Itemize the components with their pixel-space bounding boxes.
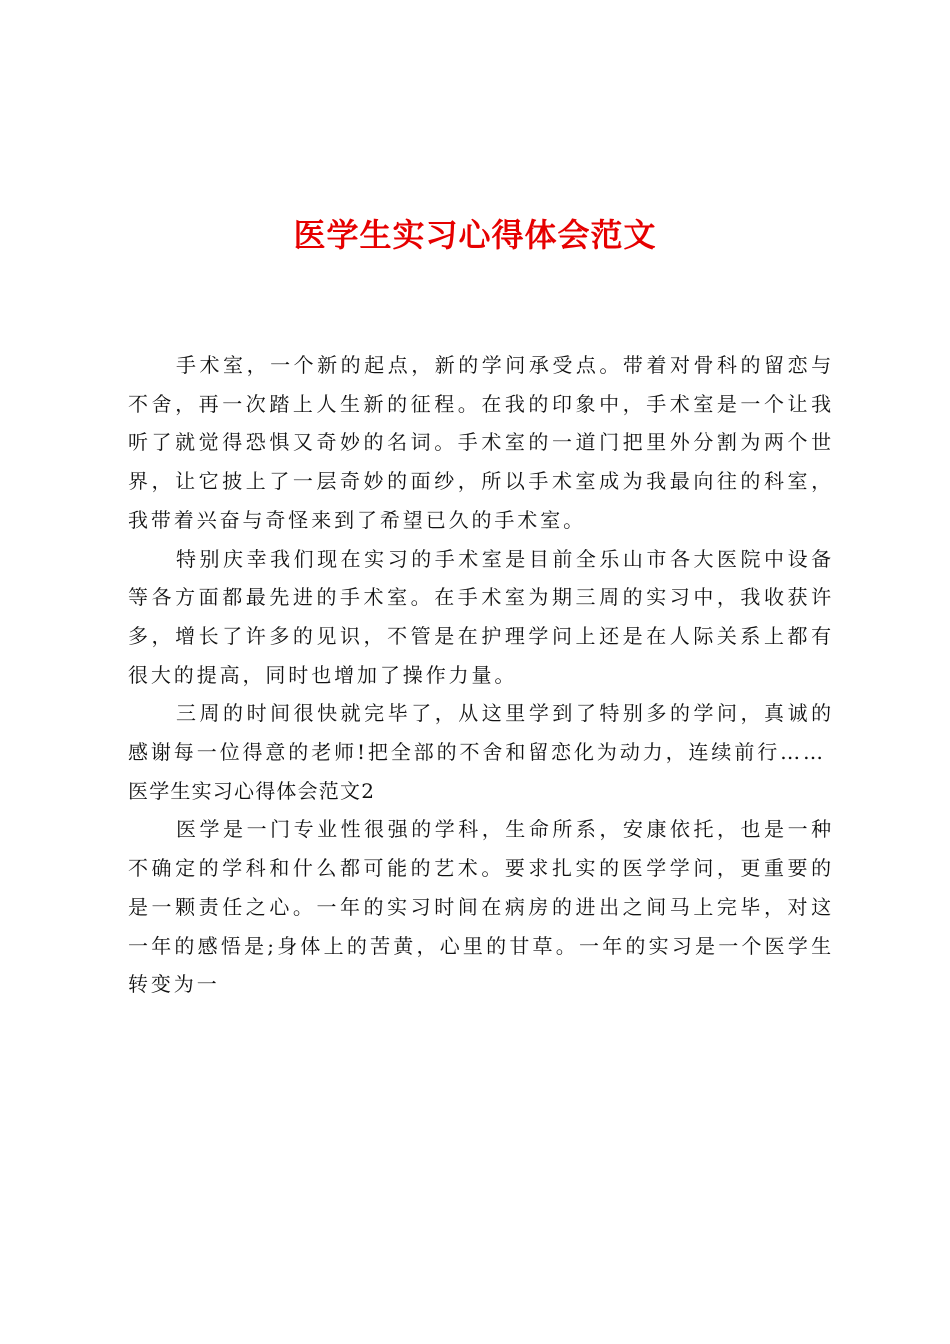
body-paragraph: 医学是一门专业性很强的学科，生命所系，安康依托，也是一种不确定的学科和什么都可能的艺术。要求扎实的医学学问，更重要的是一颗责任之心。一年的实习时间在病房的进出之间马上完毕，对这一年的感悟是;身体上的苦黄，心里的甘草。一年的实习是一个医学生转变为一 xyxy=(128,817,834,997)
section-subtitle: 医学生实习心得体会范文2 xyxy=(128,778,376,803)
document-title: 医学生实习心得体会范文 xyxy=(293,216,657,254)
body-paragraph: 三周的时间很快就完毕了，从这里学到了特别多的学问，真诚的感谢每一位得意的老师!把全部的不舍和留恋化为动力，连续前行…… xyxy=(128,701,834,765)
document-body xyxy=(128,346,834,1004)
body-paragraph: 特别庆幸我们现在实习的手术室是目前全乐山市各大医院中设备等各方面都最先进的手术室。在手术室为期三周的实习中，我收获许多，增长了许多的见识，不管是在护理学问上还是在人际关系上都有很大的提高，同时也增加了操作力量。 xyxy=(128,546,834,687)
body-paragraph: 手术室，一个新的起点，新的学问承受点。带着对骨科的留恋与不舍，再一次踏上人生新的征程。在我的印象中，手术室是一个让我听了就觉得恐惧又奇妙的名词。手术室的一道门把里外分割为两个世界，让它披上了一层奇妙的面纱，所以手术室成为我最向往的科室，我带着兴奋与奇怪来到了希望已久的手术室。 xyxy=(128,353,834,532)
